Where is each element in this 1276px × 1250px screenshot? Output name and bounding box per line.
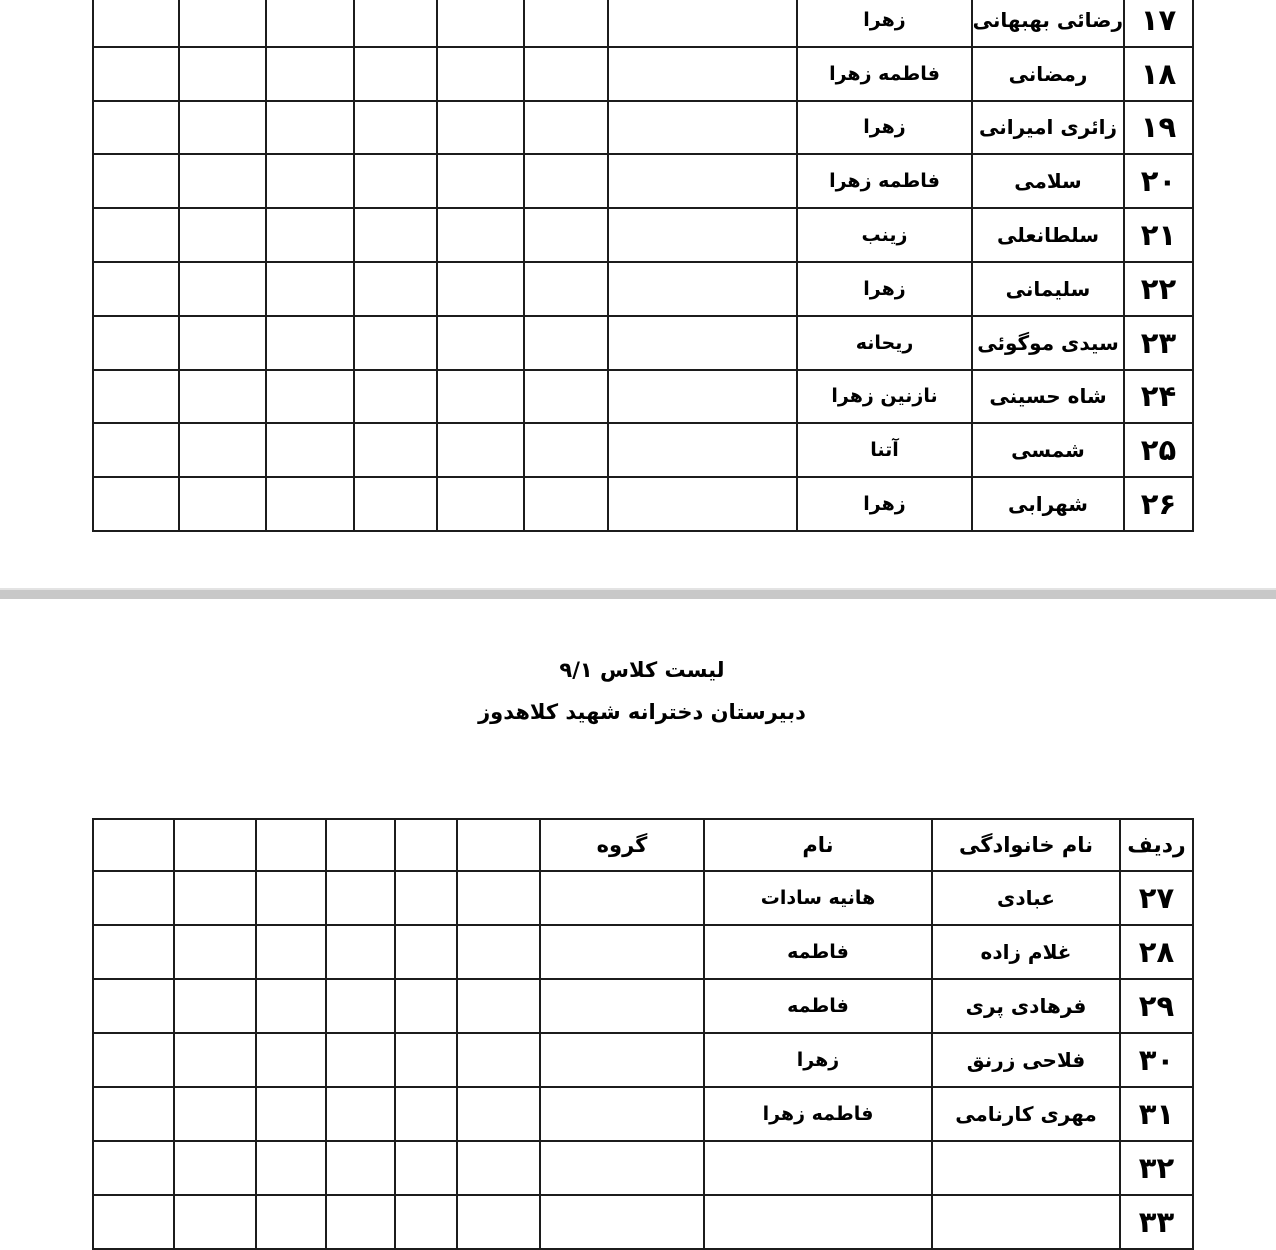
empty-mark-cell (437, 0, 524, 47)
student-row (93, 262, 1193, 316)
empty-mark-cell (93, 1087, 174, 1141)
header-row-number: ردیف (1120, 819, 1193, 871)
group-cell (608, 477, 797, 531)
group-cell (608, 154, 797, 208)
school-name: دبیرستان دخترانه شهید کلاهدوز (478, 700, 806, 724)
empty-mark-cell (266, 0, 354, 47)
empty-mark-cell (395, 871, 457, 925)
empty-mark-cell (354, 477, 437, 531)
group-cell (608, 0, 797, 47)
student-row (93, 47, 1193, 101)
empty-mark-cell (179, 477, 266, 531)
empty-mark-cell (395, 1033, 457, 1087)
header-empty-cell (326, 819, 395, 871)
empty-mark-cell (179, 262, 266, 316)
surname-cell: شمسی (972, 423, 1124, 477)
empty-mark-cell (93, 979, 174, 1033)
row-number-cell: ۲۸ (1120, 925, 1193, 979)
empty-mark-cell (93, 208, 179, 262)
empty-mark-cell (354, 101, 437, 155)
empty-mark-cell (524, 423, 608, 477)
empty-mark-cell (256, 1033, 326, 1087)
empty-mark-cell (266, 101, 354, 155)
student-row (93, 979, 1193, 1033)
surname-cell: شاه حسینی (972, 370, 1124, 424)
surname-cell: سلامی (972, 154, 1124, 208)
firstname-cell: هانیه سادات (704, 871, 932, 925)
group-cell (608, 208, 797, 262)
empty-mark-cell (256, 979, 326, 1033)
empty-mark-cell (174, 979, 256, 1033)
empty-mark-cell (437, 370, 524, 424)
surname-cell (932, 1141, 1120, 1195)
empty-mark-cell (524, 154, 608, 208)
header-empty-cell (457, 819, 540, 871)
student-row (93, 1033, 1193, 1087)
surname-cell: شهرابی (972, 477, 1124, 531)
page-separator (0, 588, 1276, 599)
empty-mark-cell (266, 423, 354, 477)
empty-mark-cell (326, 1033, 395, 1087)
empty-mark-cell (93, 0, 179, 47)
row-number-cell: ۱۸ (1124, 47, 1193, 101)
empty-mark-cell (256, 925, 326, 979)
group-cell (608, 370, 797, 424)
group-cell (540, 925, 704, 979)
empty-mark-cell (457, 1033, 540, 1087)
empty-mark-cell (266, 262, 354, 316)
student-rows-27-33 (93, 871, 1193, 1249)
header-empty-cell (395, 819, 457, 871)
empty-mark-cell (93, 101, 179, 155)
firstname-cell: ریحانه (797, 316, 972, 370)
student-row (93, 370, 1193, 424)
empty-mark-cell (524, 370, 608, 424)
empty-mark-cell (179, 208, 266, 262)
row-number-cell: ۱۷ (1124, 0, 1193, 47)
empty-mark-cell (437, 47, 524, 101)
firstname-cell: فاطمه زهرا (704, 1087, 932, 1141)
row-number-cell: ۳۱ (1120, 1087, 1193, 1141)
empty-mark-cell (93, 1195, 174, 1249)
student-row (93, 477, 1193, 531)
empty-mark-cell (437, 101, 524, 155)
group-cell (540, 1033, 704, 1087)
group-cell (608, 316, 797, 370)
empty-mark-cell (395, 1141, 457, 1195)
surname-cell: فرهادی پری (932, 979, 1120, 1033)
surname-cell: سیدی موگوئی (972, 316, 1124, 370)
surname-cell: سلیمانی (972, 262, 1124, 316)
empty-mark-cell (179, 316, 266, 370)
empty-mark-cell (93, 1033, 174, 1087)
empty-mark-cell (93, 871, 174, 925)
class-list-table-page2 (92, 818, 1194, 1250)
empty-mark-cell (457, 871, 540, 925)
firstname-cell (704, 1195, 932, 1249)
group-cell (608, 47, 797, 101)
student-row (93, 101, 1193, 155)
row-number-cell: ۲۵ (1124, 423, 1193, 477)
empty-mark-cell (437, 208, 524, 262)
empty-mark-cell (179, 423, 266, 477)
student-row (93, 0, 1193, 47)
empty-mark-cell (266, 47, 354, 101)
row-number-cell: ۱۹ (1124, 101, 1193, 155)
empty-mark-cell (326, 1195, 395, 1249)
header-empty-cell (174, 819, 256, 871)
empty-mark-cell (457, 1087, 540, 1141)
surname-cell: زائری امیرانی (972, 101, 1124, 155)
empty-mark-cell (326, 1141, 395, 1195)
empty-mark-cell (524, 316, 608, 370)
empty-mark-cell (524, 208, 608, 262)
firstname-cell: زهرا (797, 101, 972, 155)
firstname-cell (704, 1141, 932, 1195)
empty-mark-cell (354, 262, 437, 316)
empty-mark-cell (326, 979, 395, 1033)
empty-mark-cell (395, 1087, 457, 1141)
empty-mark-cell (354, 154, 437, 208)
row-number-cell: ۲۰ (1124, 154, 1193, 208)
empty-mark-cell (179, 154, 266, 208)
firstname-cell: فاطمه (704, 925, 932, 979)
empty-mark-cell (395, 925, 457, 979)
student-row (93, 1087, 1193, 1141)
empty-mark-cell (93, 47, 179, 101)
empty-mark-cell (524, 0, 608, 47)
firstname-cell: زینب (797, 208, 972, 262)
row-number-cell: ۲۴ (1124, 370, 1193, 424)
row-number-cell: ۲۷ (1120, 871, 1193, 925)
header-empty-cell (256, 819, 326, 871)
student-row (93, 316, 1193, 370)
surname-cell: غلام زاده (932, 925, 1120, 979)
student-row (93, 154, 1193, 208)
empty-mark-cell (93, 1141, 174, 1195)
empty-mark-cell (93, 477, 179, 531)
empty-mark-cell (266, 208, 354, 262)
empty-mark-cell (266, 477, 354, 531)
row-number-cell: ۲۲ (1124, 262, 1193, 316)
empty-mark-cell (354, 208, 437, 262)
empty-mark-cell (174, 1033, 256, 1087)
group-cell (540, 979, 704, 1033)
row-number-cell: ۳۲ (1120, 1141, 1193, 1195)
group-cell (540, 1195, 704, 1249)
row-number-cell: ۲۱ (1124, 208, 1193, 262)
empty-mark-cell (266, 316, 354, 370)
row-number-cell: ۲۳ (1124, 316, 1193, 370)
empty-mark-cell (93, 925, 174, 979)
group-cell (608, 101, 797, 155)
empty-mark-cell (256, 1195, 326, 1249)
empty-mark-cell (174, 1141, 256, 1195)
group-cell (608, 423, 797, 477)
student-row (93, 423, 1193, 477)
surname-cell: رمضانی (972, 47, 1124, 101)
empty-mark-cell (256, 871, 326, 925)
empty-mark-cell (326, 871, 395, 925)
surname-cell: مهری کارنامی (932, 1087, 1120, 1141)
row-number-cell: ۲۶ (1124, 477, 1193, 531)
empty-mark-cell (354, 423, 437, 477)
empty-mark-cell (437, 423, 524, 477)
firstname-cell: فاطمه (704, 979, 932, 1033)
empty-mark-cell (93, 154, 179, 208)
firstname-cell: زهرا (797, 477, 972, 531)
empty-mark-cell (93, 316, 179, 370)
empty-mark-cell (437, 477, 524, 531)
page-title: لیست کلاس ۹/۱ (559, 658, 725, 682)
empty-mark-cell (174, 1087, 256, 1141)
class-list-table-page1 (92, 0, 1194, 532)
empty-mark-cell (457, 925, 540, 979)
empty-mark-cell (354, 0, 437, 47)
group-cell (540, 1087, 704, 1141)
group-cell (540, 871, 704, 925)
empty-mark-cell (437, 262, 524, 316)
header-surname: نام خانوادگی (932, 819, 1120, 871)
empty-mark-cell (174, 871, 256, 925)
empty-mark-cell (266, 370, 354, 424)
header-group: گروه (540, 819, 704, 871)
empty-mark-cell (179, 0, 266, 47)
empty-mark-cell (354, 316, 437, 370)
firstname-cell: فاطمه زهرا (797, 154, 972, 208)
firstname-cell: زهرا (797, 0, 972, 47)
surname-cell: رضائی بهبهانی (972, 0, 1124, 47)
empty-mark-cell (93, 423, 179, 477)
student-row (93, 208, 1193, 262)
student-row (93, 1141, 1193, 1195)
row-number-cell: ۲۹ (1120, 979, 1193, 1033)
empty-mark-cell (354, 47, 437, 101)
empty-mark-cell (524, 477, 608, 531)
group-cell (540, 1141, 704, 1195)
empty-mark-cell (457, 1141, 540, 1195)
empty-mark-cell (266, 154, 354, 208)
empty-mark-cell (524, 47, 608, 101)
empty-mark-cell (437, 316, 524, 370)
empty-mark-cell (93, 370, 179, 424)
student-rows-17-26 (93, 0, 1193, 531)
empty-mark-cell (179, 101, 266, 155)
header-empty-cell (93, 819, 174, 871)
student-row (93, 925, 1193, 979)
surname-cell: سلطانعلی (972, 208, 1124, 262)
empty-mark-cell (457, 979, 540, 1033)
empty-mark-cell (395, 1195, 457, 1249)
firstname-cell: زهرا (704, 1033, 932, 1087)
firstname-cell: زهرا (797, 262, 972, 316)
firstname-cell: نازنین زهرا (797, 370, 972, 424)
surname-cell (932, 1195, 1120, 1249)
header-firstname: نام (704, 819, 932, 871)
empty-mark-cell (179, 370, 266, 424)
empty-mark-cell (326, 1087, 395, 1141)
empty-mark-cell (179, 47, 266, 101)
student-row (93, 1195, 1193, 1249)
empty-mark-cell (256, 1087, 326, 1141)
row-number-cell: ۳۳ (1120, 1195, 1193, 1249)
empty-mark-cell (256, 1141, 326, 1195)
empty-mark-cell (524, 101, 608, 155)
empty-mark-cell (524, 262, 608, 316)
empty-mark-cell (326, 925, 395, 979)
empty-mark-cell (457, 1195, 540, 1249)
empty-mark-cell (174, 1195, 256, 1249)
empty-mark-cell (395, 979, 457, 1033)
group-cell (608, 262, 797, 316)
empty-mark-cell (174, 925, 256, 979)
empty-mark-cell (93, 262, 179, 316)
firstname-cell: آتنا (797, 423, 972, 477)
student-row (93, 871, 1193, 925)
empty-mark-cell (437, 154, 524, 208)
surname-cell: عبادی (932, 871, 1120, 925)
firstname-cell: فاطمه زهرا (797, 47, 972, 101)
document-title-block (92, 657, 1192, 725)
empty-mark-cell (354, 370, 437, 424)
row-number-cell: ۳۰ (1120, 1033, 1193, 1087)
table-header-row (93, 819, 1193, 871)
surname-cell: فلاحی زرنق (932, 1033, 1120, 1087)
